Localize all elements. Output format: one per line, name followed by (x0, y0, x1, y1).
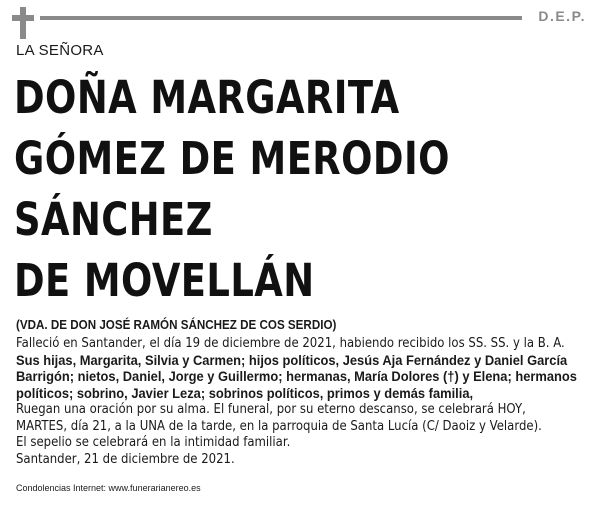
name-line: DE MOVELLÁN (14, 254, 315, 307)
name-line: SÁNCHEZ (14, 193, 213, 246)
condolences-footer: Condolencias Internet: www.funerarianereo.es (16, 483, 201, 493)
family-list: Sus hijas, Margarita, Silvia y Carmen; hijos políticos, Jesús Aja Fernández y Daniel García Barrigón; nietos, Daniel, Jorge y Guillermo; hermanas, María Dolores (†) y Elena; hermanos políticos; sobrino, Javier Leza; sobrinos políticos, primos y demás familia, (16, 352, 577, 401)
prayer-line: El sepelio se celebrará en la intimidad familiar. (16, 435, 291, 450)
widow-note: (VDA. DE DON JOSÉ RAMÓN SÁNCHEZ DE COS SERDIO) (16, 318, 337, 332)
prayer-line: MARTES, día 21, a la UNA de la tarde, en la parroquia de Santa Lucía (C/ Daoiz y Velarde). (16, 418, 542, 434)
name-line: DOÑA MARGARITA (14, 71, 400, 124)
death-notice: Falleció en Santander, el día 19 de diciembre de 2021, habiendo recibido los SS. SS. y la B. A. (16, 336, 565, 351)
deceased-name (14, 67, 594, 311)
name-line: GÓMEZ DE MERODIO (14, 132, 450, 185)
cross-icon (12, 7, 34, 39)
header-rule (40, 16, 522, 20)
notice-body (16, 336, 584, 468)
prayer-line: Ruegan una oración por su alma. El funeral, por su eterno descanso, se celebrará HOY, (16, 402, 526, 417)
intro-label: LA SEÑORA (16, 42, 104, 59)
place-date: Santander, 21 de diciembre de 2021. (16, 451, 235, 467)
dep-label: D.E.P. (538, 8, 586, 24)
